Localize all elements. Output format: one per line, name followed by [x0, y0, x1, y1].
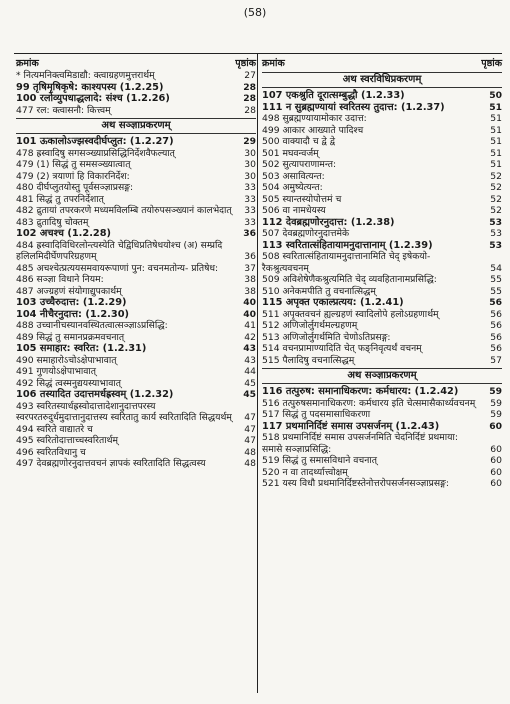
sutra-entry	[262, 217, 502, 229]
entry-text: 497 देवब्रह्मणोरनुदात्तवचनं ज्ञापकं स्वरितादिति सिद्धत्वस्य	[16, 458, 206, 469]
entry-text: 500 वाक्यादौ च द्वे द्वे	[262, 136, 335, 147]
entry-page-number: 51	[489, 101, 502, 113]
sutra-entry	[16, 228, 256, 240]
entry-text: 104 नीचैरनुदात्त: (1.2.30)	[16, 308, 130, 320]
varttika-entry	[262, 182, 502, 194]
varttika-entry	[262, 398, 502, 410]
varttika-entry	[262, 355, 502, 367]
entry-page-number: 55	[490, 274, 502, 285]
section-heading: अथ स्वरविधिप्रकरणम्	[262, 72, 502, 88]
varttika-entry	[16, 182, 256, 194]
entry-text: 115 अपृक्त एकाल्प्रत्यय: (1.2.41)	[262, 297, 404, 308]
entry-text: 479 (2) त्रयाणां हि विकारनिर्देश:	[16, 170, 130, 182]
entry-text: 485 अचश्चेत्प्रत्ययसमवायरूपाणां पुन: वचनमतोन्य- प्रतिषेध:	[16, 262, 219, 274]
prishthank-label: पृष्ठांक	[235, 58, 256, 69]
entry-text: 512 अणिजोर्लुगर्थमल्ग्रहणम्	[262, 320, 358, 331]
entry-text: 106 तस्यादित उदात्तमर्धह्रस्वम् (1.2.32)	[16, 389, 174, 400]
entry-text: 102 अचश्च (1.2.28)	[16, 228, 112, 239]
varttika-entry	[262, 171, 502, 183]
varttika-entry	[16, 70, 256, 82]
entry-page-number: 56	[490, 343, 502, 354]
entry-page-number: 50	[489, 90, 502, 101]
varttika-entry	[16, 194, 256, 206]
varttika-entry	[16, 286, 256, 298]
entry-text: 116 तत्पुरुष: समानाधिकरण: कर्मधारय: (1.2.42)	[262, 386, 459, 397]
page-number: (58)	[243, 6, 267, 19]
varttika-entry	[262, 136, 502, 148]
entry-page-number: 28	[243, 93, 256, 104]
entry-page-number: 33	[244, 205, 256, 216]
varttika-entry	[262, 320, 502, 332]
varttika-entry	[262, 432, 502, 455]
entry-text: 513 अणिजोर्लुगर्थमिति चेणोऽतिप्रसङ्ग:	[262, 331, 391, 343]
entry-text: 482 द्रुतायां तपरकरणे मध्यमविलम्बि तयोरुपसञ्ख्यानं कालभेदात्	[16, 205, 232, 216]
entry-page-number: 53	[489, 216, 502, 228]
entry-page-number: 60	[490, 443, 502, 455]
varttika-entry	[262, 409, 502, 421]
right-column	[262, 56, 502, 490]
entry-text: 508 स्वरितात्संहितायामनुदात्तानामिति चेद् इषेकयो- रैकश्रुत्यवचनम्	[262, 251, 431, 274]
entry-text: 491 गुणयोऽक्षेपाभावात्	[16, 366, 97, 377]
entry-page-number: 30	[244, 147, 256, 159]
varttika-entry	[262, 332, 502, 344]
entry-page-number: 53	[490, 228, 502, 239]
varttika-entry	[16, 105, 256, 117]
entry-page-number: 60	[489, 420, 502, 432]
entry-text: 489 सिद्धं तु समानप्रक्रमवचनात्	[16, 331, 125, 343]
varttika-entry	[262, 159, 502, 171]
entry-text: 511 अपृक्तवचनं ह्यल्ग्रहणं स्वादिलोपे हलोऽग्रहणार्थम्	[262, 308, 439, 320]
varttika-entry	[262, 125, 502, 137]
varttika-entry	[16, 205, 256, 217]
varttika-entry	[16, 274, 256, 286]
entry-text: 479 (1) सिद्धं तु समसञ्ख्यात्वात्	[16, 159, 131, 170]
entry-text: 510 अनेकमपीति तु वचनात्सिद्धम्	[262, 285, 376, 297]
entry-text: 514 वचनप्रामाण्यादिति चेत् फङ्निवृत्यर्थं वचनम्	[262, 343, 422, 354]
entry-page-number: 40	[243, 297, 256, 308]
sutra-entry	[262, 90, 502, 102]
entry-text: 100 रलोव्युपधाद्धलादे: संश्च (1.2.26)	[16, 93, 170, 104]
entry-text: 477 रल: क्त्वासनौ: कित्त्वम्	[16, 104, 111, 116]
varttika-entry	[262, 467, 502, 479]
entry-page-number: 51	[490, 136, 502, 147]
entry-text: 517 सिद्धं तु पदसमासाधिकरणा	[262, 409, 371, 420]
entry-page-number: 30	[244, 170, 256, 182]
varttika-entry	[262, 455, 502, 467]
sutra-entry	[16, 93, 256, 105]
entry-page-number: 27	[244, 70, 256, 81]
entry-text: 490 समाहारोऽचोऽक्षेपाभावात्	[16, 354, 117, 366]
section-heading: अथ सञ्ज्ञाप्रकरणम्	[262, 368, 502, 384]
varttika-entry	[16, 159, 256, 171]
entry-text: 480 दीर्घप्लुतयोस्तु पूर्वसञ्ज्ञाप्रसङ्ग:	[16, 182, 134, 193]
entry-page-number: 37	[244, 262, 256, 274]
varttika-entry	[262, 148, 502, 160]
left-column-header	[16, 56, 256, 70]
entry-text: 107 एकश्रुति दूरात्सम्बुद्धौ (1.2.33)	[262, 90, 405, 101]
entry-page-number: 30	[244, 159, 256, 170]
varttika-entry	[16, 171, 256, 183]
varttika-entry	[262, 478, 502, 490]
entry-page-number: 47	[244, 412, 256, 423]
varttika-entry	[16, 435, 256, 447]
varttika-entry	[16, 424, 256, 436]
entry-text: 504 अमुष्येत्यन्त:	[262, 182, 323, 193]
sutra-entry	[262, 240, 502, 252]
top-divider	[14, 53, 502, 54]
entry-text: 506 वा नामधेयस्य	[262, 205, 326, 216]
entry-page-number: 56	[489, 297, 502, 308]
entry-text: 507 देवब्रह्मणोरनुदात्तमेके	[262, 228, 350, 239]
varttika-entry	[262, 194, 502, 206]
entry-page-number: 57	[490, 354, 502, 366]
entry-page-number: 52	[490, 193, 502, 205]
entry-page-number: 48	[244, 446, 256, 458]
entry-text: 494 स्वरिते वाद्यातरे च	[16, 423, 93, 435]
entry-page-number: 29	[243, 136, 256, 147]
entry-page-number: 36	[244, 251, 256, 262]
varttika-entry	[16, 378, 256, 390]
entry-page-number: 54	[490, 262, 502, 274]
entry-text: 521 यस्य विधौ प्रथमानिर्दिष्टस्तेनोत्तरोपसर्जनसञ्ज्ञाप्रसङ्ग:	[262, 478, 449, 489]
varttika-entry	[16, 355, 256, 367]
entry-text: 103 उच्चैरुदात्त: (1.2.29)	[16, 297, 127, 308]
varttika-entry	[16, 401, 256, 424]
entry-page-number: 59	[489, 386, 502, 397]
entry-text: 503 असावित्यन्त:	[262, 170, 325, 182]
entry-page-number: 38	[244, 274, 256, 285]
entry-page-number: 53	[489, 239, 502, 251]
varttika-entry	[16, 366, 256, 378]
sutra-entry	[262, 421, 502, 433]
entry-text: 481 सिद्धं तु तपरनिर्देशात्	[16, 193, 104, 205]
entry-page-number: 60	[490, 455, 502, 466]
entry-page-number: 55	[490, 285, 502, 297]
entry-page-number: 51	[490, 124, 502, 136]
column-divider	[257, 53, 258, 693]
varttika-entry	[262, 343, 502, 355]
sutra-entry	[16, 82, 256, 94]
varttika-entry	[16, 447, 256, 459]
entry-text: 484 ह्रस्वादिविधिरलोन्त्यस्येति चेद्विधिप्रतिषेधयोश्च (अ) सम्प्रदि हलिलमिदीर्घेणपरिग्रहणम्	[16, 239, 223, 262]
entry-text: 111 न सुब्रह्मण्यायां स्वरितस्य तुदात्त: (1.2.37)	[262, 101, 445, 113]
section-heading: अथ सञ्ज्ञाप्रकरणम्	[16, 118, 256, 134]
sutra-entry	[262, 297, 502, 309]
entry-page-number: 28	[244, 104, 256, 116]
varttika-entry	[16, 320, 256, 332]
entry-page-number: 45	[243, 389, 256, 400]
varttika-entry	[262, 251, 502, 274]
sutra-entry	[16, 343, 256, 355]
entry-text: 493 स्वरितस्यार्धह्रस्वोदात्तादेशानुदात्तपरस्य स्वरपरतरुदुर्धमुदात्तानुदात्तस्य स्वरितातु कार्य स्वरितादिति सिद्धयर्थम्	[16, 400, 232, 423]
entry-page-number: 28	[243, 81, 256, 93]
varttika-entry	[262, 205, 502, 217]
entry-text: 101 ऊकालोऽज्झस्वदीर्घप्लुत: (1.2.27)	[16, 136, 174, 147]
entry-text: 105 समाहार: स्वरित: (1.2.31)	[16, 343, 147, 354]
varttika-entry	[16, 458, 256, 470]
kramank-label: क्रमांक	[16, 58, 39, 69]
entry-text: 495 स्वरितोदात्ताच्चस्वरितार्थम्	[16, 435, 118, 446]
entry-text: 509 अविशेषेणैकश्रुत्यमिति चेद् व्यवहितानामप्रसिद्धि:	[262, 274, 437, 285]
entry-text: 486 सञ्ज्ञा विधाने नियम:	[16, 274, 104, 285]
entry-page-number: 40	[243, 308, 256, 320]
sutra-entry	[262, 102, 502, 114]
varttika-entry	[262, 309, 502, 321]
entry-page-number: 51	[490, 113, 502, 124]
entry-page-number: 43	[243, 343, 256, 354]
entry-text: 499 आकार आख्याते पादिश्च	[262, 124, 364, 136]
entry-page-number: 38	[244, 285, 256, 297]
entry-page-number: 45	[244, 377, 256, 389]
entry-page-number: 43	[244, 354, 256, 366]
entry-page-number: 52	[490, 205, 502, 216]
entry-page-number: 51	[490, 147, 502, 159]
entry-page-number: 36	[243, 228, 256, 239]
entry-page-number: 47	[244, 435, 256, 446]
prishthank-label: पृष्ठांक	[481, 58, 502, 69]
entry-page-number: 33	[244, 216, 256, 228]
entry-page-number: 59	[490, 409, 502, 420]
entry-text: 117 प्रथमानिर्दिष्टं समास उपसर्जनम् (1.2.43)	[262, 420, 440, 432]
entry-text: 505 स्यान्तस्योपोत्तमं च	[262, 193, 342, 205]
entry-page-number: 60	[490, 466, 502, 478]
entry-page-number: 56	[490, 320, 502, 331]
entry-text: 492 सिद्धं त्वस्मनुद्ययस्याभावात्	[16, 377, 121, 389]
entry-page-number: 60	[490, 478, 502, 489]
entry-text: 520 न वा तादर्थ्यात्त्वोक्षम्	[262, 466, 348, 478]
varttika-entry	[262, 274, 502, 286]
entry-text: 502 सुत्यापराणामन्त:	[262, 159, 337, 170]
entry-page-number: 47	[244, 423, 256, 435]
entry-page-number: 44	[244, 366, 256, 377]
entry-text: 498 सुब्रह्मण्यायामोकार उदात्त:	[262, 113, 367, 124]
entry-text: 483 द्रुतादिषु चोक्तम्	[16, 216, 89, 228]
entry-text: 515 पैलादिषु वचनात्सिद्धम्	[262, 354, 355, 366]
sutra-entry	[16, 297, 256, 309]
entry-page-number: 33	[244, 182, 256, 193]
varttika-entry	[262, 286, 502, 298]
varttika-entry	[16, 332, 256, 344]
entry-page-number: 51	[490, 159, 502, 170]
entry-page-number: 59	[490, 397, 502, 409]
entry-page-number: 56	[490, 308, 502, 320]
sutra-entry	[262, 386, 502, 398]
entry-page-number: 56	[490, 331, 502, 343]
varttika-entry	[262, 228, 502, 240]
entry-text: 519 सिद्धं तु समासविधाने वचनात्	[262, 455, 377, 466]
left-column	[16, 56, 256, 470]
entry-text: 501 मघवन्वर्जम्	[262, 147, 319, 159]
entry-text: 487 अज्ग्रहणं संयोगाद्युपकार्थम्	[16, 285, 122, 297]
sutra-entry	[16, 389, 256, 401]
entry-text: 516 तत्पुरुषसमानाधिकरण: कर्मधारय इति चेत्समासैकार्थ्यवचनम्	[262, 397, 476, 409]
varttika-entry	[16, 148, 256, 160]
right-column-header	[262, 56, 502, 70]
entry-page-number: 41	[244, 320, 256, 331]
sutra-entry	[16, 136, 256, 148]
varttika-entry	[262, 113, 502, 125]
entry-text: * नित्यमनिक्त्वमिडाद्यौ: क्त्वाग्रहणमुत्तरार्थम्	[16, 70, 155, 81]
varttika-entry	[16, 217, 256, 229]
entry-page-number: 52	[490, 182, 502, 193]
entry-page-number: 33	[244, 193, 256, 205]
entry-text: 478 ह्रस्वादिषु सगसञ्ख्याप्रसिद्धिनिर्देशवैफल्यात्	[16, 147, 175, 159]
entry-text: 496 स्वरितविधानु च	[16, 446, 86, 458]
entry-text: 113 स्वरितात्संहितायामनुदात्तानाम् (1.2.39)	[262, 239, 433, 251]
entry-page-number: 48	[244, 458, 256, 469]
sutra-entry	[16, 309, 256, 321]
varttika-entry	[16, 263, 256, 275]
kramank-label: क्रमांक	[262, 58, 285, 69]
entry-page-number: 52	[490, 170, 502, 182]
entry-text: 488 उच्चानीचस्यानवस्थितत्वात्सञ्ज्ञाऽप्रसिद्धि:	[16, 320, 168, 331]
entry-text: 112 देवब्रह्मणोरनुदात्त: (1.2.38)	[262, 216, 395, 228]
varttika-entry	[16, 240, 256, 263]
entry-text: 518 प्रथमानिर्दिष्टं समास उपसर्जनमिति चेदनिर्दिष्टं प्रथमाया: समासे सञ्ज्ञाप्रसिद्धि:	[262, 432, 458, 455]
entry-text: 99 तृषिमृषिकृषे: काश्यपस्य (1.2.25)	[16, 81, 164, 93]
entry-page-number: 42	[244, 331, 256, 343]
